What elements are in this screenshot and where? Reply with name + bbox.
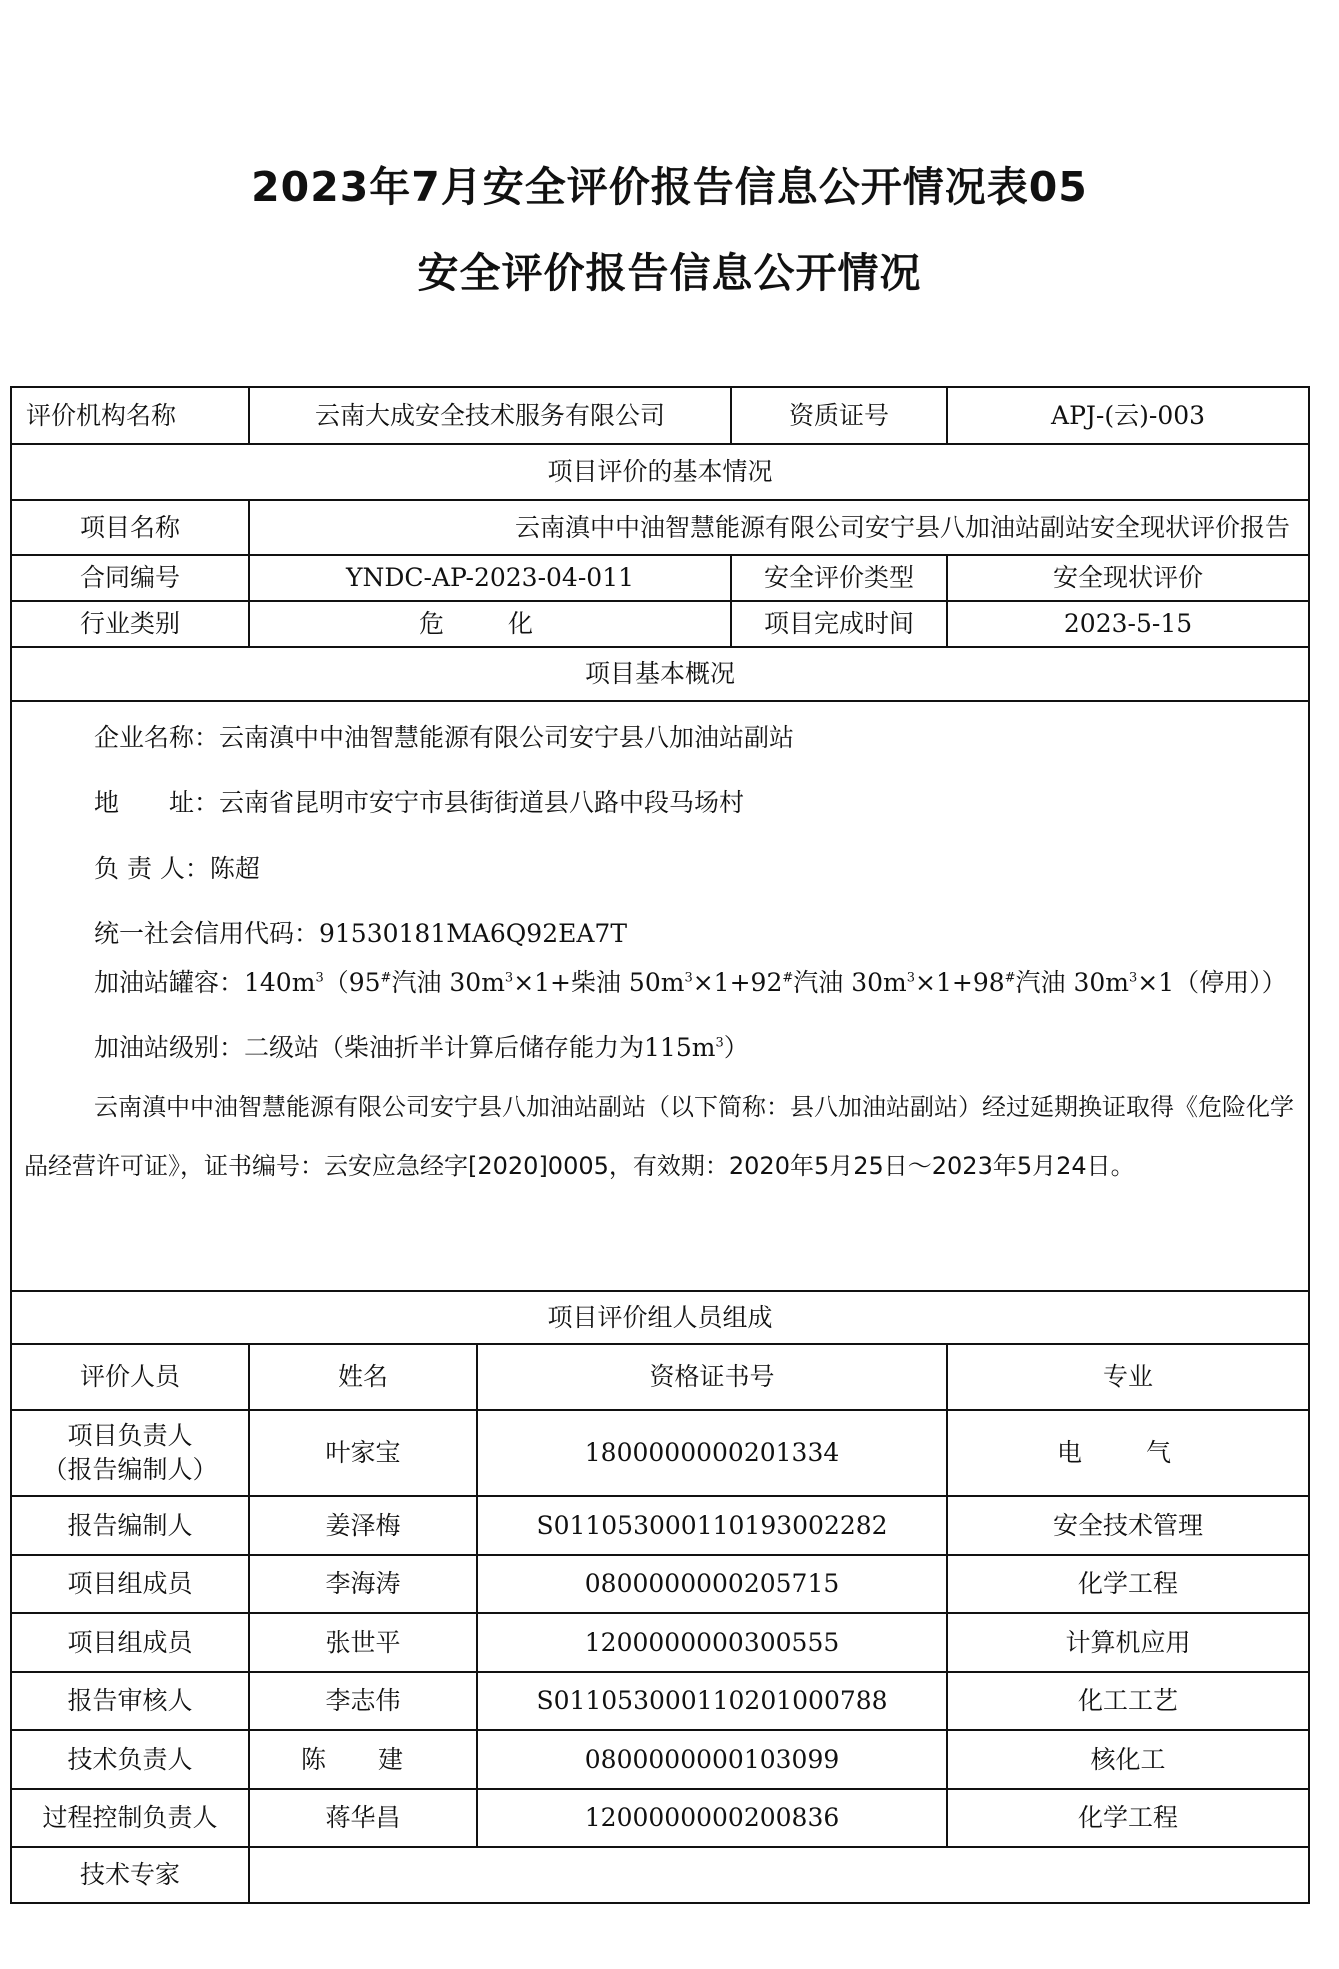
cert-value: APJ-(云)-003 [947, 387, 1309, 444]
tank-part-g: 汽油 30m [1015, 968, 1130, 997]
team-cert: 1800000000201334 [477, 1410, 947, 1496]
finish-label: 项目完成时间 [731, 601, 947, 647]
team-role [11, 1410, 249, 1496]
team-row [11, 1496, 1309, 1555]
overview-grade [24, 1032, 1296, 1063]
overview-tank-capacity [24, 967, 1296, 998]
team-role: 报告编制人 [11, 1496, 249, 1555]
tank-sup: 3 [1129, 970, 1138, 986]
team-cert: 1200000000300555 [477, 1613, 947, 1672]
team-header-row [11, 1344, 1309, 1410]
team-row [11, 1789, 1309, 1847]
project-name-value: 云南滇中中油智慧能源有限公司安宁县八加油站副站安全现状评价报告 [249, 500, 1309, 555]
team-role-line1: 项目负责人 [67, 1421, 193, 1451]
team-role: 报告审核人 [11, 1672, 249, 1730]
type-value: 安全现状评价 [947, 555, 1309, 601]
team-major: 计算机应用 [947, 1613, 1309, 1672]
overview-owner: 负 责 人：陈超 [94, 853, 260, 883]
team-name: 叶家宝 [249, 1410, 477, 1496]
team-row [11, 1555, 1309, 1613]
team-major: 化学工程 [947, 1555, 1309, 1613]
grade-sup: 3 [715, 1035, 724, 1051]
team-cert: S011053000110201000788 [477, 1672, 947, 1730]
team-row [11, 1410, 1309, 1496]
overview-paragraph: 云南滇中中油智慧能源有限公司安宁县八加油站副站（以下简称：县八加油站副站）经过延期换证取得《危险化学品经营许可证》，证书编号：云安应急经字[2020]0005，有效期：2020年5月25日～2023年5月24日。 [24, 1092, 1294, 1181]
project-name-label: 项目名称 [11, 500, 249, 555]
team-major: 化工工艺 [947, 1672, 1309, 1730]
team-major: 核化工 [947, 1730, 1309, 1789]
team-cert: 0800000000103099 [477, 1730, 947, 1789]
industry-value-text: 危 化 [419, 609, 561, 639]
tank-sup: 3 [684, 970, 693, 986]
team-header-major: 专业 [947, 1344, 1309, 1410]
team-major-text: 电 气 [1057, 1438, 1199, 1468]
project-name-row [11, 500, 1309, 555]
org-value: 云南大成安全技术服务有限公司 [249, 387, 731, 444]
team-header-role: 评价人员 [11, 1344, 249, 1410]
team-role: 过程控制负责人 [11, 1789, 249, 1847]
contract-value: YNDC-AP-2023-04-011 [249, 555, 731, 601]
team-expert-empty [249, 1847, 1309, 1903]
team-header-name: 姓名 [249, 1344, 477, 1410]
tank-sup: # [1004, 970, 1016, 986]
tank-sup: 3 [504, 970, 514, 986]
section-overview-heading: 项目基本概况 [11, 647, 1309, 701]
team-name: 姜泽梅 [249, 1496, 477, 1555]
team-row [11, 1613, 1309, 1672]
team-cert: S011053000110193002282 [477, 1496, 947, 1555]
team-major: 安全技术管理 [947, 1496, 1309, 1555]
tank-sup: 3 [315, 970, 324, 986]
team-header-cert: 资格证书号 [477, 1344, 947, 1410]
team-row [11, 1847, 1309, 1903]
team-role: 项目组成员 [11, 1613, 249, 1672]
section-team-heading: 项目评价组人员组成 [11, 1291, 1309, 1344]
page-title: 2023年7月安全评价报告信息公开情况表05 [251, 163, 1088, 211]
team-major: 化学工程 [947, 1789, 1309, 1847]
team-role-line2: （报告编制人） [42, 1455, 218, 1484]
cert-label: 资质证号 [731, 387, 947, 444]
page-subtitle: 安全评价报告信息公开情况 [417, 249, 922, 297]
contract-row [11, 555, 1309, 601]
team-role: 技术负责人 [11, 1730, 249, 1789]
team-role: 项目组成员 [11, 1555, 249, 1613]
tank-part-b: 汽油 30m [391, 968, 505, 997]
team-name: 李海涛 [249, 1555, 477, 1613]
tank-part-a: （95 [323, 968, 381, 997]
section-overview-row [11, 647, 1309, 701]
tank-part-e: 汽油 30m [793, 968, 907, 997]
team-major [947, 1410, 1309, 1496]
team-name: 张世平 [249, 1613, 477, 1672]
industry-value [249, 601, 731, 647]
tank-sup: # [782, 970, 794, 986]
team-name-text: 陈 建 [301, 1744, 425, 1774]
team-cert: 0800000000205715 [477, 1555, 947, 1613]
tank-part-f: ×1+98 [915, 968, 1005, 997]
section-basic-heading: 项目评价的基本情况 [11, 444, 1309, 500]
team-cert: 1200000000200836 [477, 1789, 947, 1847]
grade-suffix: ） [723, 1033, 749, 1063]
team-name [249, 1730, 477, 1789]
section-basic-row [11, 444, 1309, 500]
main-table [10, 386, 1310, 1904]
grade-prefix: 加油站级别：二级站（柴油折半计算后储存能力为115m [94, 1033, 716, 1063]
industry-label: 行业类别 [11, 601, 249, 647]
finish-value: 2023-5-15 [947, 601, 1309, 647]
overview-credit-code: 统一社会信用代码：91530181MA6Q92EA7T [94, 918, 627, 948]
org-label: 评价机构名称 [11, 387, 249, 444]
tank-sup: 3 [906, 970, 916, 986]
tank-part-c: ×1+柴油 50m [513, 968, 685, 997]
overview-cell [11, 701, 1309, 1291]
overview-company: 企业名称：云南滇中中油智慧能源有限公司安宁县八加油站副站 [94, 723, 795, 752]
team-name: 李志伟 [249, 1672, 477, 1730]
industry-row [11, 601, 1309, 647]
contract-label: 合同编号 [11, 555, 249, 601]
team-name: 蒋华昌 [249, 1789, 477, 1847]
tank-prefix: 加油站罐容：140m [94, 968, 316, 997]
overview-address: 地 址：云南省昆明市安宁市县街街道县八路中段马场村 [94, 788, 745, 818]
overview-row [11, 701, 1309, 1291]
team-row [11, 1730, 1309, 1789]
section-team-row [11, 1291, 1309, 1344]
team-row [11, 1672, 1309, 1730]
tank-part-h: ×1（停用）） [1137, 968, 1287, 997]
org-row [11, 387, 1309, 444]
type-label: 安全评价类型 [731, 555, 947, 601]
tank-sup: # [380, 970, 392, 986]
team-role: 技术专家 [11, 1847, 249, 1903]
tank-part-d: ×1+92 [692, 968, 783, 997]
